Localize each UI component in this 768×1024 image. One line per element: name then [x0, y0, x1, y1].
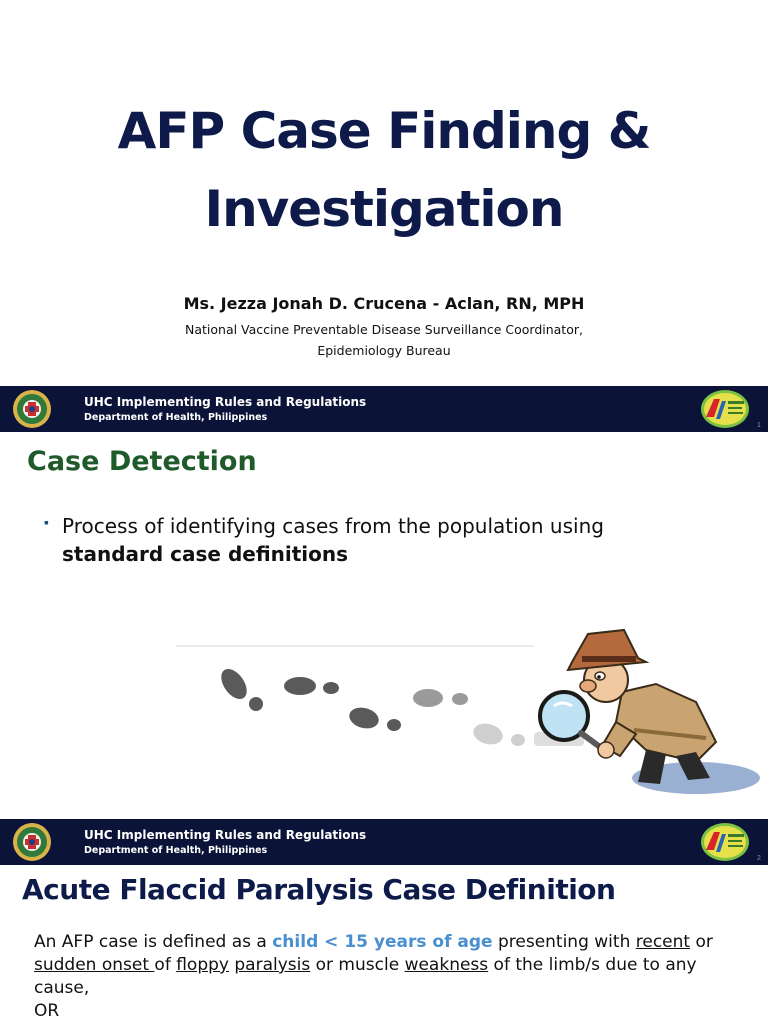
underlined-term: recent [635, 932, 691, 952]
page-number: 2 [757, 855, 761, 862]
bullet-text-part: Process of identifying cases from the population using [62, 514, 604, 538]
footer-bar [0, 386, 768, 432]
underlined-term: sudden onset [34, 955, 155, 975]
slide-heading: Acute Flaccid Paralysis Case Definition [22, 873, 616, 906]
uhc-logo-icon [700, 389, 750, 429]
title-line-2: Investigation [204, 180, 564, 238]
underlined-term: floppy [176, 955, 229, 975]
bullet-text [62, 512, 662, 568]
author-role [0, 319, 768, 361]
role-line-2: Epidemiology Bureau [317, 343, 451, 358]
title-line-1: AFP Case Finding & [117, 102, 651, 160]
slide-afp-definition [0, 865, 768, 1024]
footer-title: UHC Implementing Rules and Regulations [84, 828, 367, 842]
footer-bar [0, 819, 768, 865]
text-segment: of the limb/s due to any cause, [34, 955, 697, 998]
role-line-1: National Vaccine Preventable Disease Surveillance Coordinator, [185, 322, 583, 337]
footer-subtitle: Department of Health, Philippines [84, 412, 268, 423]
page-number: 1 [757, 422, 761, 429]
footer-subtitle: Department of Health, Philippines [84, 845, 268, 856]
bullet-marker: ▪ [44, 514, 49, 530]
footer-title: UHC Implementing Rules and Regulations [84, 395, 367, 409]
presentation-title [0, 92, 768, 248]
age-highlight: child < 15 years of age [272, 932, 493, 952]
bullet-text-bold: standard case definitions [62, 542, 349, 566]
doh-seal-icon [12, 389, 52, 429]
uhc-logo-icon [700, 822, 750, 862]
definition-text [34, 931, 734, 1023]
text-segment: or [690, 932, 713, 952]
or-text: OR [34, 1001, 60, 1021]
underlined-term: weakness [404, 955, 489, 975]
text-segment: An AFP case is defined as a [34, 932, 273, 952]
text-segment: presenting with [492, 932, 636, 952]
text-segment: or muscle [310, 955, 405, 975]
author-name: Ms. Jezza Jonah D. Crucena - Aclan, RN, MPH [183, 294, 585, 313]
text-segment: of [154, 955, 177, 975]
doh-seal-icon [12, 822, 52, 862]
detective-footprints-icon [176, 622, 768, 814]
underlined-term: paralysis [234, 955, 311, 975]
slide-title [0, 0, 768, 432]
slide-case-detection [0, 432, 768, 865]
slide-heading: Case Detection [27, 446, 257, 477]
